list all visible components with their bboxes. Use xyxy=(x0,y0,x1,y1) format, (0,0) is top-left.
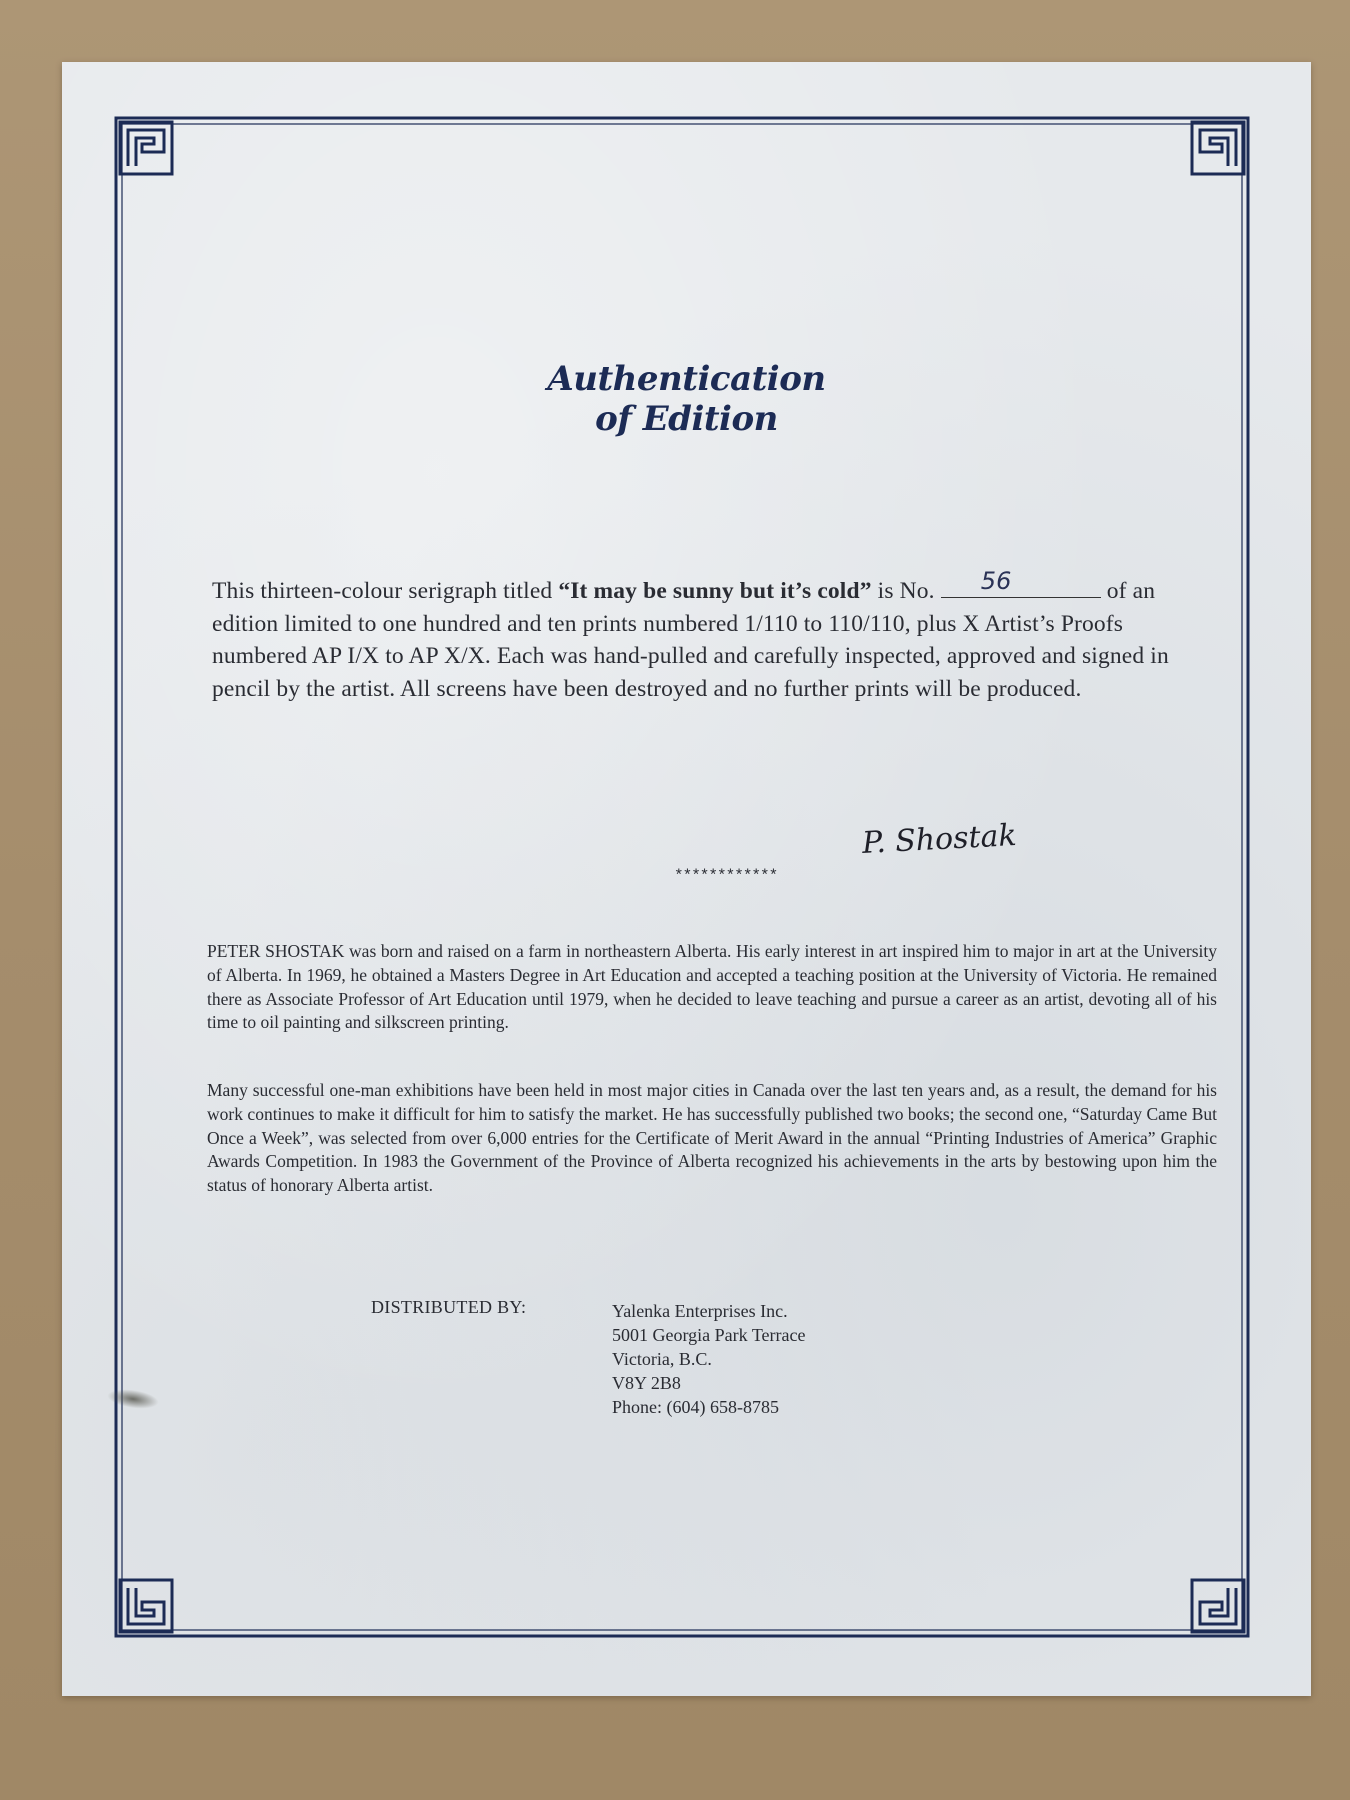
artwork-title: “It may be sunny but it’s cold” xyxy=(558,578,872,604)
greek-key-corner-bottom-left xyxy=(120,1580,172,1632)
distributor-name: Yalenka Enterprises Inc. xyxy=(612,1301,788,1321)
greek-key-corner-bottom-right xyxy=(1192,1580,1244,1632)
edition-statement xyxy=(212,567,1222,705)
distributor-street: 5001 Georgia Park Terrace xyxy=(612,1325,806,1345)
statement-intro: This thirteen-colour serigraph titled xyxy=(212,578,553,604)
certificate-title-line1: Authentication xyxy=(547,359,826,399)
distributor-city: Victoria, B.C. xyxy=(612,1349,712,1369)
separator-stars: ************ xyxy=(674,867,778,885)
certificate-title-line2: of Edition xyxy=(595,399,778,439)
statement-is-no: is No. xyxy=(877,578,935,604)
bio-paragraph-1: PETER SHOSTAK was born and raised on a farm in northeastern Alberta. His early interest in art inspired him to major in art at the University of Alberta. In 1969, he obtained a Masters Degree in Art Education and accepted a teaching position at the University of Victoria. He remained there as Associate Professor of Art Education until 1979, when he decided to leave teaching and pursue a career as an artist, devoting all of his time to oil painting and silkscreen printing. xyxy=(207,941,1217,1033)
distributor-postal: V8Y 2B8 xyxy=(612,1373,681,1393)
bio-paragraph-2: Many successful one-man exhibitions have been held in most major cities in Canada over the last ten years and, as a result, the demand for his work continues to make it difficult for him to satisfy the market. He has successfully published two books; the second one, “Saturday Came But Once a Week”, was selected from over 6,000 entries for the Certificate of Merit Award in the annual “Printing Industries of America” Graphic Awards Competition. In 1983 the Government of the Province of Alberta recognized his achievements in the arts by bestowing upon him the status of honorary Alberta artist. xyxy=(207,1080,1217,1196)
edition-number-blank xyxy=(941,567,1101,598)
distributed-by-label: DISTRIBUTED BY: xyxy=(371,1297,527,1317)
artist-signature: P. Shostak xyxy=(861,817,1018,862)
edition-number: 56 xyxy=(980,567,1012,595)
distributor-phone: Phone: (604) 658-8785 xyxy=(612,1397,779,1417)
greek-key-corner-top-right xyxy=(1192,122,1244,174)
greek-key-corner-top-left xyxy=(120,122,172,174)
distributor-address xyxy=(612,1299,806,1419)
certificate-paper xyxy=(62,62,1311,1696)
statement-text: of an edition limited to one hundred and ten prints numbered 1/110 to 110/110, plus X Artist’s Proofs numbered AP I/X to AP X/X. Each was hand-pulled and carefully inspected, approved and signed in pencil by the artist. All screens have been destroyed and no further prints will be produced. xyxy=(212,578,1169,702)
